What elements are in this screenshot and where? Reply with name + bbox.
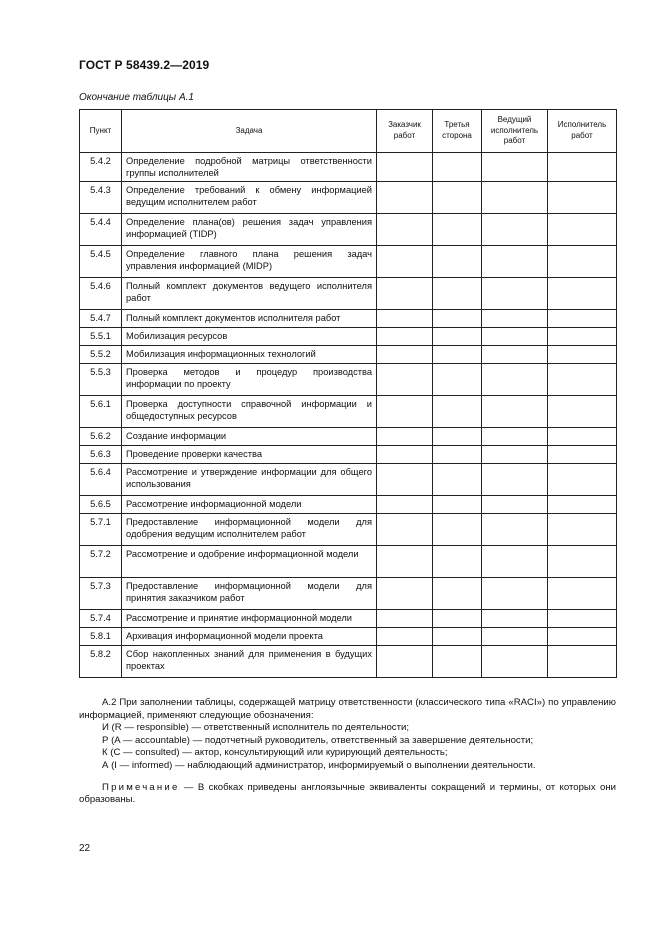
role-cell bbox=[482, 628, 548, 646]
column-header: Третья сторона bbox=[433, 110, 482, 153]
role-cell bbox=[548, 278, 617, 310]
task-description: Сбор накопленных знаний для применения в будущих проектах bbox=[122, 646, 377, 678]
role-cell bbox=[377, 153, 433, 182]
role-cell bbox=[433, 628, 482, 646]
clause-number: 5.7.3 bbox=[80, 578, 122, 610]
role-cell bbox=[433, 328, 482, 346]
role-cell bbox=[482, 214, 548, 246]
clause-number: 5.4.5 bbox=[80, 246, 122, 278]
table-row bbox=[80, 310, 617, 328]
task-description: Рассмотрение и принятие информационной модели bbox=[122, 610, 377, 628]
role-cell bbox=[433, 610, 482, 628]
table-caption: Окончание таблицы А.1 bbox=[79, 92, 194, 103]
clause-number: 5.6.3 bbox=[80, 446, 122, 464]
clause-number: 5.7.2 bbox=[80, 546, 122, 578]
role-cell bbox=[482, 278, 548, 310]
role-cell bbox=[548, 346, 617, 364]
role-cell bbox=[482, 646, 548, 678]
table-row bbox=[80, 646, 617, 678]
table-row bbox=[80, 446, 617, 464]
task-description: Проверка доступности справочной информации и общедоступных ресурсов bbox=[122, 396, 377, 428]
clause-number: 5.8.1 bbox=[80, 628, 122, 646]
table-body bbox=[80, 153, 617, 678]
task-description: Определение требований к обмену информацией ведущим исполнителем работ bbox=[122, 182, 377, 214]
notes-legend-item: Р (A — accountable) — подотчетный руководитель, ответственный за завершение деятельности; bbox=[102, 734, 534, 746]
table-header-row bbox=[80, 110, 617, 153]
role-cell bbox=[377, 214, 433, 246]
clause-number: 5.4.4 bbox=[80, 214, 122, 246]
task-description: Архивация информационной модели проекта bbox=[122, 628, 377, 646]
clause-number: 5.5.2 bbox=[80, 346, 122, 364]
task-description: Полный комплект документов исполнителя работ bbox=[122, 310, 377, 328]
table-row bbox=[80, 214, 617, 246]
role-cell bbox=[433, 346, 482, 364]
role-cell bbox=[377, 246, 433, 278]
role-cell bbox=[433, 464, 482, 496]
role-cell bbox=[433, 364, 482, 396]
role-cell bbox=[377, 496, 433, 514]
page-number: 22 bbox=[79, 843, 91, 854]
clause-number: 5.6.4 bbox=[80, 464, 122, 496]
document-title: ГОСТ Р 58439.2—2019 bbox=[79, 58, 210, 72]
table-row bbox=[80, 496, 617, 514]
table-row bbox=[80, 546, 617, 578]
column-header: Заказчик работ bbox=[377, 110, 433, 153]
role-cell bbox=[433, 546, 482, 578]
clause-number: 5.5.1 bbox=[80, 328, 122, 346]
role-cell bbox=[548, 610, 617, 628]
role-cell bbox=[548, 246, 617, 278]
role-cell bbox=[377, 514, 433, 546]
role-cell bbox=[482, 310, 548, 328]
notes-legend-item: К (C — consulted) — актор, консультирующий или курирующий деятельность; bbox=[102, 747, 448, 759]
role-cell bbox=[433, 153, 482, 182]
role-cell bbox=[548, 182, 617, 214]
clause-number: 5.7.4 bbox=[80, 610, 122, 628]
role-cell bbox=[433, 646, 482, 678]
role-cell bbox=[433, 182, 482, 214]
role-cell bbox=[433, 446, 482, 464]
role-cell bbox=[548, 514, 617, 546]
table-row bbox=[80, 328, 617, 346]
task-description: Рассмотрение и утверждение информации для общего использования bbox=[122, 464, 377, 496]
role-cell bbox=[548, 496, 617, 514]
role-cell bbox=[433, 396, 482, 428]
column-header: Ведущий исполнитель работ bbox=[482, 110, 548, 153]
task-description: Предоставление информационной модели для принятия заказчиком работ bbox=[122, 578, 377, 610]
role-cell bbox=[482, 328, 548, 346]
clause-number: 5.6.2 bbox=[80, 428, 122, 446]
clause-number: 5.6.5 bbox=[80, 496, 122, 514]
role-cell bbox=[482, 346, 548, 364]
task-description: Полный комплект документов ведущего исполнителя работ bbox=[122, 278, 377, 310]
role-cell bbox=[548, 546, 617, 578]
role-cell bbox=[377, 464, 433, 496]
role-cell bbox=[377, 610, 433, 628]
table-row bbox=[80, 514, 617, 546]
role-cell bbox=[433, 578, 482, 610]
note-paragraph bbox=[79, 782, 616, 807]
task-description: Рассмотрение информационной модели bbox=[122, 496, 377, 514]
role-cell bbox=[548, 578, 617, 610]
role-cell bbox=[433, 214, 482, 246]
column-header: Исполнитель работ bbox=[548, 110, 617, 153]
role-cell bbox=[548, 646, 617, 678]
role-cell bbox=[377, 278, 433, 310]
role-cell bbox=[377, 546, 433, 578]
column-header: Пункт bbox=[80, 110, 122, 153]
task-description: Определение подробной матрицы ответственности группы исполнителей bbox=[122, 153, 377, 182]
notes-section bbox=[79, 697, 616, 807]
role-cell bbox=[433, 310, 482, 328]
table-row bbox=[80, 428, 617, 446]
note-text: — В скобках приведены англоязычные эквиваленты сокращений и термины, от которых они образованы. bbox=[79, 781, 616, 806]
role-cell bbox=[377, 310, 433, 328]
task-description: Проведение проверки качества bbox=[122, 446, 377, 464]
role-cell bbox=[482, 428, 548, 446]
role-cell bbox=[377, 328, 433, 346]
role-cell bbox=[377, 646, 433, 678]
role-cell bbox=[377, 396, 433, 428]
clause-number: 5.6.1 bbox=[80, 396, 122, 428]
role-cell bbox=[377, 628, 433, 646]
role-cell bbox=[548, 428, 617, 446]
role-cell bbox=[482, 246, 548, 278]
role-cell bbox=[482, 578, 548, 610]
clause-number: 5.7.1 bbox=[80, 514, 122, 546]
role-cell bbox=[433, 496, 482, 514]
role-cell bbox=[482, 182, 548, 214]
task-description: Рассмотрение и одобрение информационной модели bbox=[122, 546, 377, 578]
note-label: Примечание bbox=[102, 781, 180, 793]
clause-number: 5.8.2 bbox=[80, 646, 122, 678]
notes-legend-item: А (I — informed) — наблюдающий администратор, информируемый о выполнении деятельности. bbox=[102, 759, 536, 771]
role-cell bbox=[433, 246, 482, 278]
role-cell bbox=[377, 182, 433, 214]
role-cell bbox=[548, 153, 617, 182]
table-row bbox=[80, 396, 617, 428]
role-cell bbox=[548, 628, 617, 646]
role-cell bbox=[377, 364, 433, 396]
role-cell bbox=[482, 153, 548, 182]
role-cell bbox=[377, 578, 433, 610]
role-cell bbox=[482, 514, 548, 546]
table-row bbox=[80, 346, 617, 364]
table-row bbox=[80, 578, 617, 610]
role-cell bbox=[482, 446, 548, 464]
raci-table bbox=[79, 109, 617, 678]
role-cell bbox=[548, 214, 617, 246]
role-cell bbox=[482, 396, 548, 428]
role-cell bbox=[548, 446, 617, 464]
table-row bbox=[80, 278, 617, 310]
role-cell bbox=[482, 464, 548, 496]
task-description: Предоставление информационной модели для одобрения ведущим исполнителем работ bbox=[122, 514, 377, 546]
role-cell bbox=[433, 428, 482, 446]
clause-number: 5.4.6 bbox=[80, 278, 122, 310]
clause-number: 5.4.3 bbox=[80, 182, 122, 214]
table-row bbox=[80, 153, 617, 182]
table-row bbox=[80, 610, 617, 628]
clause-number: 5.5.3 bbox=[80, 364, 122, 396]
task-description: Мобилизация ресурсов bbox=[122, 328, 377, 346]
role-cell bbox=[482, 546, 548, 578]
table-row bbox=[80, 364, 617, 396]
task-description: Мобилизация информационных технологий bbox=[122, 346, 377, 364]
role-cell bbox=[377, 446, 433, 464]
notes-legend-item: И (R — responsible) — ответственный исполнитель по деятельности; bbox=[102, 722, 410, 734]
notes-a2-paragraph: А.2 При заполнении таблицы, содержащей матрицу ответственности (классического типа «RACI») по управлению информацией, применяют следующие обозначения: bbox=[79, 697, 616, 721]
clause-number: 5.4.2 bbox=[80, 153, 122, 182]
table-row bbox=[80, 246, 617, 278]
role-cell bbox=[482, 364, 548, 396]
role-cell bbox=[548, 464, 617, 496]
task-description: Определение главного плана решения задач управления информацией (MIDP) bbox=[122, 246, 377, 278]
column-header: Задача bbox=[122, 110, 377, 153]
role-cell bbox=[548, 328, 617, 346]
role-cell bbox=[377, 428, 433, 446]
role-cell bbox=[548, 310, 617, 328]
role-cell bbox=[482, 610, 548, 628]
role-cell bbox=[548, 364, 617, 396]
role-cell bbox=[482, 496, 548, 514]
table-row bbox=[80, 628, 617, 646]
role-cell bbox=[433, 514, 482, 546]
clause-number: 5.4.7 bbox=[80, 310, 122, 328]
table-row bbox=[80, 464, 617, 496]
role-cell bbox=[433, 278, 482, 310]
role-cell bbox=[548, 396, 617, 428]
table-row bbox=[80, 182, 617, 214]
task-description: Проверка методов и процедур производства информации по проекту bbox=[122, 364, 377, 396]
task-description: Создание информации bbox=[122, 428, 377, 446]
role-cell bbox=[377, 346, 433, 364]
task-description: Определение плана(ов) решения задач управления информацией (TIDP) bbox=[122, 214, 377, 246]
